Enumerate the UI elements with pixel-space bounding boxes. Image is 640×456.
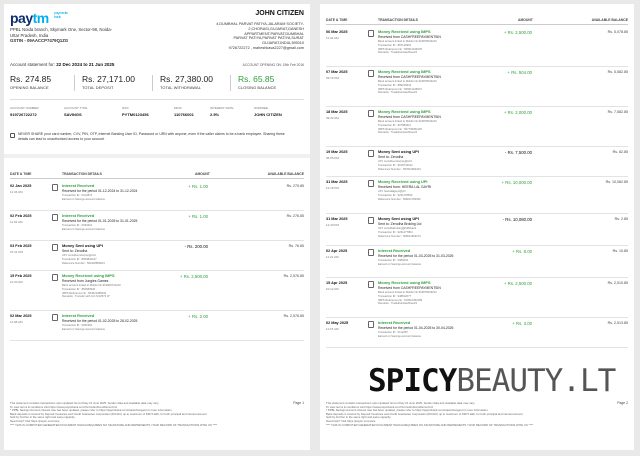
footer-line: Need help? Visit https://paytm.com/care xyxy=(326,418,376,423)
col-balance: AVAILABLE BALANCE xyxy=(267,172,304,176)
logo-tm-text: tm xyxy=(32,10,49,26)
txn-balance: Rs. 275.85 xyxy=(286,184,304,188)
txn-meta: Bank account linked to Mobile No 919876543210 xyxy=(378,40,437,43)
footer-line: Bank deposits is insured by Deposit Insurance and Credit Guarantee Corporation (DICGC) up to maximum of INR 5 lakh, for both principal and interest amount xyxy=(326,411,523,416)
transaction-row xyxy=(326,278,628,318)
account-field-value: SAVINGS xyxy=(64,112,82,117)
txn-meta: Reference Number : 503418859021 xyxy=(62,261,105,265)
account-field-value: 110766001 xyxy=(174,112,194,117)
account-type xyxy=(64,106,87,117)
txn-amount: + Rs. 8.00 xyxy=(512,249,532,254)
txn-meta: IMPS Reference No : 506511046278 xyxy=(378,47,422,51)
txn-description: Received for the period 01-03-2025 to 31-03-2025 xyxy=(378,254,454,258)
summary-opening xyxy=(10,74,80,90)
txn-description: Sent to: Zerodha Broking Ltd xyxy=(378,222,422,226)
txn-amount: + Rs. 2,500.00 xyxy=(503,281,532,286)
txn-time: 09:42 AM xyxy=(326,116,339,120)
summary-amount: Rs. 27,171.00 xyxy=(82,74,135,84)
logo-pay-text: pay xyxy=(10,10,33,26)
customer-contact: 9726722272 , maheshkava2227@gmail.com xyxy=(228,45,304,50)
transaction-row xyxy=(326,318,628,348)
txn-balance: Rs. 82.85 xyxy=(612,150,628,154)
page-footer xyxy=(326,402,628,427)
txn-description: Received from CASHFREEPAYMENTSIN xyxy=(378,115,441,119)
transaction-row xyxy=(10,311,304,341)
summary-label: TOTAL WITHDRAWAL xyxy=(160,85,202,90)
summary-deposit xyxy=(82,74,152,90)
page-footer xyxy=(10,402,304,427)
txn-meta: Earned on Savings account balance xyxy=(62,327,106,331)
txn-time: 12:18 PM xyxy=(326,186,339,190)
col-amount: AMOUNT xyxy=(518,18,533,22)
lock-icon xyxy=(10,133,15,138)
txn-description: Received for the period 01-12-2024 to 31-12-2024 xyxy=(62,189,138,193)
txn-description: Received from Jungles Games xyxy=(62,279,109,283)
txn-title: Money Sent using UPI xyxy=(378,216,419,221)
transaction-row xyxy=(326,107,628,147)
bank-gstin: GSTIN - 09AACCP7479Q1ZG xyxy=(10,38,69,43)
txn-date: 15 Feb 2025 xyxy=(10,274,32,278)
txn-meta: IMPS Reference No : 510510452189 xyxy=(378,298,423,302)
receipt-icon xyxy=(368,249,374,256)
txn-meta: Transaction ID : 9231178650 xyxy=(378,193,413,197)
account-field-value: 919726722272 xyxy=(10,112,37,117)
summary-amount: Rs. 27,380.00 xyxy=(160,74,213,84)
txn-meta: Earned on Savings account balance xyxy=(378,334,422,338)
txn-date: 02 Feb 2025 xyxy=(10,214,32,218)
account-field-value: JOHN CITIZEN xyxy=(254,112,282,117)
txn-meta: Earned on Savings account balance xyxy=(378,262,422,266)
txn-meta: UPI: heeralalgayri@ybl xyxy=(378,190,406,193)
account-opening-date: ACCOUNT OPENING ON: 19th Feb 2016 xyxy=(242,63,304,67)
txn-title: Money Received using IMPS xyxy=(62,273,115,278)
txn-amount: + Rs. 2,500.00 xyxy=(503,30,532,35)
txn-balance: Rs. 76.85 xyxy=(288,244,304,248)
summary-divider xyxy=(230,75,231,91)
txn-meta: Transaction ID : 0061952 xyxy=(62,324,93,327)
footer-line: Bank deposits is insured by Deposit Insurance and Credit Guarantee Corporation (DICGC) up to maximum of INR 5 lakh, for both principal and interest amount xyxy=(10,411,207,416)
txn-description: Received for the period 01-02-2025 to 28-02-2025 xyxy=(62,319,138,323)
summary-label: TOTAL DEPOSIT xyxy=(82,85,114,90)
txn-meta: UPI: zerodha.razorpay@icici xyxy=(378,160,413,163)
period-label: Account statement for: xyxy=(10,62,56,67)
account-field-label: NOMINEE xyxy=(254,106,269,110)
txn-amount: + Rs. 2,000.00 xyxy=(503,110,532,115)
footer-line: held by him/her in the same right and same capacity. xyxy=(326,415,392,420)
summary-withdrawal xyxy=(160,74,230,90)
txn-meta: Transaction ID : 887140961 xyxy=(378,43,412,47)
receipt-icon xyxy=(368,217,374,224)
txn-title: Money Received using IMPS xyxy=(378,69,431,74)
txn-balance: Rs. 7,582.85 xyxy=(607,110,628,114)
customer-address xyxy=(194,22,304,51)
footer-line: **** THIS IS COMPUTER GENERATED DOCUMENT WHICH REQUIRES NO SIGNATURE AND REPRESENTS YOUR RECORD OF TRANSACTIONS WITH US **** xyxy=(10,422,217,427)
txn-meta: Bank account linked to Mobile No 919009741210 xyxy=(62,284,121,287)
txn-amount: - Rs. 7,500.00 xyxy=(505,150,532,155)
txn-time: 11:34 AM xyxy=(10,190,23,194)
txn-date: 07 Mar 2025 xyxy=(326,70,348,74)
transaction-row xyxy=(326,214,628,246)
receipt-icon xyxy=(368,321,374,328)
txn-title: Money Received using IMPS xyxy=(378,280,431,285)
txn-meta: Reference Number : 509011784522 xyxy=(378,197,421,201)
summary-label: CLOSING BALANCE xyxy=(238,85,277,90)
txn-date: 02 Mar 2025 xyxy=(10,314,32,318)
txn-meta: Transaction ID : 854683946 xyxy=(62,287,96,291)
txn-date: 18 Mar 2025 xyxy=(326,110,348,114)
txn-meta: UPI: zerodhabroking@hdfcbank xyxy=(378,227,417,230)
txn-amount: + Rs. 2.00 xyxy=(188,314,208,319)
txn-date: 19 Mar 2025 xyxy=(326,150,348,154)
transactions-header xyxy=(10,171,304,179)
receipt-icon xyxy=(52,274,58,281)
txn-title: Interest Received xyxy=(62,313,95,318)
txn-balance: Rs. 10.85 xyxy=(612,249,628,253)
receipt-icon xyxy=(368,180,374,187)
txn-balance: Rs. 2,578.85 xyxy=(283,314,304,318)
txn-description: Received from: HEERA LAL GAYRI xyxy=(378,185,432,189)
customer-address-line: GUJARAT,INDIA,395010 xyxy=(262,41,304,46)
txn-balance: Rs. 5,582.85 xyxy=(607,70,628,74)
txn-time: 06:05 PM xyxy=(326,156,339,160)
summary-amount: Rs. 274.85 xyxy=(10,74,52,84)
txn-description: Received from CASHFREEPAYMENTSIN xyxy=(378,286,441,290)
txn-time: 11:08 AM xyxy=(10,320,23,324)
receipt-icon xyxy=(368,150,374,157)
account-interest-rate xyxy=(210,106,233,117)
txn-meta: Earned on Savings account balance xyxy=(62,197,106,201)
txn-description: Received from CASHFREEPAYMENTSIN xyxy=(378,75,441,79)
notice-line: details can lead to unauthorized access to your account xyxy=(18,136,105,141)
transaction-row xyxy=(10,271,304,311)
txn-balance: Rs. 2.85 xyxy=(614,217,628,221)
txn-meta: Earned on Savings account balance xyxy=(62,227,106,231)
footer-line: This statement contains transactions upto Updated: End of Day 21 June 2025. Sender data and available data may vary. xyxy=(326,401,476,405)
txn-meta: Transaction ID : 0033410 xyxy=(62,224,93,227)
txn-title: Money Received using IMPS xyxy=(378,109,431,114)
footer-line: Need help? Visit https://paytm.com/care xyxy=(10,418,60,423)
balance-summary xyxy=(10,74,304,100)
txn-time: 11:15 AM xyxy=(326,327,339,331)
receipt-icon xyxy=(52,244,58,251)
account-field-value: PYTM0123456 xyxy=(122,112,149,117)
account-field-label: INTEREST RATE xyxy=(210,106,234,110)
transaction-row xyxy=(326,147,628,177)
txn-title: Interest Received xyxy=(62,183,95,188)
txn-date: 02 Jan 2025 xyxy=(10,184,32,188)
txn-time: 10:12 AM xyxy=(326,287,339,291)
txn-title: Money Received using UPI xyxy=(378,179,428,184)
txn-meta: Transaction ID : 8053842167 xyxy=(62,257,97,261)
txn-title: Money Sent using UPI xyxy=(62,243,103,248)
txn-description: Received from CASHFREEPAYMENTSIN xyxy=(378,35,441,39)
section-divider xyxy=(4,154,310,158)
account-field-label: ACCOUNT NUMBER xyxy=(10,106,39,110)
customer-address-line: PARVAT PATIYA,PARVAT PATIYA,SURAT xyxy=(233,36,304,41)
col-date: DATE & TIME xyxy=(10,172,32,176)
customer-address-line: 4,DUMBHAL PARVAT PATIYA,JALARAM SOCIETY- xyxy=(216,22,304,26)
receipt-icon xyxy=(368,110,374,117)
watermark-bold: SPICY xyxy=(368,363,457,399)
security-notice xyxy=(10,132,304,146)
col-balance: AVAILABLE BALANCE xyxy=(591,18,628,22)
account-field-label: IFSC xyxy=(122,106,129,110)
txn-meta: Transaction ID : 9108742012 xyxy=(378,163,413,167)
period-value: 22 Dec 2024 to 21 Jun 2025 xyxy=(56,62,115,67)
txn-meta: Remarks : Transfer with Id 17212572 07 xyxy=(62,295,110,299)
txn-balance: Rs. 2,510.85 xyxy=(607,281,628,285)
txn-date: 31 Mar 2025 xyxy=(326,180,348,184)
bank-address xyxy=(10,27,120,44)
transaction-row xyxy=(326,246,628,278)
txn-amount: + Rs. 1.00 xyxy=(188,184,208,189)
txn-meta: IMPS Reference No : 506611248372 xyxy=(378,87,422,91)
customer-address-line: 2,CHORASI,GUJARAT,GANESH APPARTMENT,PARVAT,DUMBHAL xyxy=(244,26,304,36)
txn-meta: Reference Number : 507812994301 xyxy=(378,167,421,171)
txn-balance: Rs. 10,082.85 xyxy=(605,180,628,184)
txn-time: 12:40 PM xyxy=(326,223,339,227)
txn-meta: Remarks : Tradeloot4cashfree24 xyxy=(378,302,417,306)
statement-period-row xyxy=(10,62,304,70)
txn-meta: Remarks : Tradeloot4cashfree24 xyxy=(378,91,417,95)
receipt-icon xyxy=(52,314,58,321)
txn-date: 02 Apr 2025 xyxy=(326,249,348,253)
txn-date: 31 Mar 2025 xyxy=(326,217,348,221)
receipt-icon xyxy=(52,184,58,191)
txn-meta: Remarks : Tradeloot4cashfree24 xyxy=(378,51,417,55)
footer-line: **** THIS IS COMPUTER GENERATED DOCUMENT WHICH REQUIRES NO SIGNATURE AND REPRESENTS YOUR RECORD OF TRANSACTIONS WITH US **** xyxy=(326,422,533,427)
transaction-row xyxy=(10,181,304,211)
receipt-icon xyxy=(368,70,374,77)
txn-amount: - Rs. 10,080.00 xyxy=(502,217,532,222)
account-ifsc xyxy=(122,106,149,117)
transaction-row xyxy=(326,177,628,214)
account-field-label: ACCOUNT TYPE xyxy=(64,106,88,110)
txn-title: Money Sent using UPI xyxy=(378,149,419,154)
receipt-icon xyxy=(368,281,374,288)
footer-line: To view terms & conditions visit https://www.paytmbank.com/TermsAndConditions.html xyxy=(10,404,117,409)
txn-time: 11:34 AM xyxy=(326,36,339,40)
logo-subtitle: payments bank xyxy=(54,10,68,19)
txn-meta: Transaction ID : 0012874 xyxy=(62,194,93,197)
footer-line: held by him/her in the same right and same capacity. xyxy=(10,415,76,420)
txn-time: 07:21 PM xyxy=(10,250,23,254)
account-micr xyxy=(174,106,194,117)
watermark-light: BEAUTY.LT xyxy=(456,363,616,399)
footer-line: This statement contains transactions upto Updated: End of Day 21 June 2025. Sender data and available data may vary. xyxy=(10,401,160,405)
txn-time: 03:16 PM xyxy=(326,76,339,80)
customer-name: JOHN CITIZEN xyxy=(255,10,304,17)
summary-divider xyxy=(152,75,153,91)
txn-meta: Bank account linked to Mobile No 919876543210 xyxy=(378,120,437,123)
transaction-row xyxy=(10,241,304,271)
txn-description: Sent to: Zerodha xyxy=(62,249,88,253)
footer-line: To view terms & conditions visit https://www.paytmbank.com/TermsAndConditions.html xyxy=(326,404,433,409)
txn-time: 11:21 AM xyxy=(326,255,339,259)
page-number: Page 2 xyxy=(617,401,628,405)
statement-header xyxy=(10,10,304,60)
transaction-row xyxy=(326,67,628,107)
transactions-header xyxy=(326,17,628,25)
col-date: DATE & TIME xyxy=(326,18,348,22)
summary-label: OPENING BALANCE xyxy=(10,85,49,90)
txn-title: Interest Received xyxy=(378,320,411,325)
bank-address-line: Uttar Pradesh, India xyxy=(10,32,49,38)
txn-amount: + Rs. 2,500.00 xyxy=(179,274,208,279)
account-field-label: MICR xyxy=(174,106,182,110)
txn-balance: Rs. 2,513.85 xyxy=(607,321,628,325)
txn-balance: Rs. 276.85 xyxy=(286,214,304,218)
txn-time: 11:02 AM xyxy=(10,220,23,224)
account-number xyxy=(10,106,39,117)
footer-line: * PPBL Savings Account interest rate has been updated, please refer to https://paytmbank.com/rates/changes for more information. xyxy=(10,408,173,413)
transaction-row xyxy=(326,27,628,67)
receipt-icon xyxy=(52,214,58,221)
txn-date: 15 Apr 2025 xyxy=(326,281,348,285)
txn-meta: Transaction ID : 9231277804 xyxy=(378,230,413,234)
txn-amount: + Rs. 10,000.00 xyxy=(501,180,532,185)
txn-meta: Bank account linked to Mobile No 919876543210 xyxy=(378,291,437,294)
page-number: Page 1 xyxy=(293,401,304,405)
txn-balance: Rs. 5,078.85 xyxy=(607,30,628,34)
txn-title: Interest Received xyxy=(378,248,411,253)
txn-meta: Remarks : Tradeloot4cashfree24 xyxy=(378,131,417,135)
txn-amount: + Rs. 3.00 xyxy=(512,321,532,326)
txn-meta: Transaction ID : 907983211 xyxy=(378,123,411,127)
txn-date: 02 May 2025 xyxy=(326,321,349,325)
txn-meta: Transaction ID : 889215644 xyxy=(378,83,412,87)
transaction-row xyxy=(10,211,304,241)
txn-description: Sent to: Zerodha xyxy=(378,155,404,159)
txn-meta: IMPS Reference No : 507709351145 xyxy=(378,127,422,131)
col-amount: AMOUNT xyxy=(195,172,210,176)
txn-date: 06 Mar 2025 xyxy=(326,30,348,34)
txn-meta: Transaction ID : 0112287 xyxy=(378,331,408,334)
txn-meta: Transaction ID : 948812077 xyxy=(378,294,412,298)
txn-meta: Reference Number : 509011862274 xyxy=(378,234,421,238)
summary-closing xyxy=(238,74,308,90)
txn-amount: + Rs. 504.00 xyxy=(507,70,532,75)
txn-date: 03 Feb 2025 xyxy=(10,244,32,248)
txn-meta: Transaction ID : 0089432 xyxy=(378,259,409,262)
txn-amount: - Rs. 200.00 xyxy=(184,244,208,249)
notice-line: NEVER SHARE your card number, CVV, PIN, OTP, Internet Banking User ID, Password or URN with anyone, even if the caller claims to be a bank employee. Sharing these xyxy=(18,132,285,136)
account-field-value: 2.5% xyxy=(210,112,220,117)
txn-meta: Bank account linked to Mobile No 919876543210 xyxy=(378,80,437,83)
txn-meta: UPI: zerodha.razorpay@icici xyxy=(62,254,97,257)
account-nominee xyxy=(254,106,282,117)
txn-description: Received for the period 01-04-2025 to 30-04-2025 xyxy=(378,326,454,330)
paytm-logo xyxy=(10,10,68,26)
txn-title: Interest Received xyxy=(62,213,95,218)
footer-line: * PPBL Savings Account interest rate has been updated, please refer to https://paytmbank.com/rates/changes for more information. xyxy=(326,408,489,413)
txn-description: Received for the period 01-01-2025 to 31-01-2025 xyxy=(62,219,138,223)
watermark xyxy=(368,363,615,399)
txn-meta: IMPS Reference No : 504621288432 xyxy=(62,291,107,295)
txn-time: 10:44 AM xyxy=(10,280,23,284)
summary-divider xyxy=(74,75,75,91)
statement-period xyxy=(10,62,114,67)
txn-amount: + Rs. 1.00 xyxy=(188,214,208,219)
col-details: TRANSACTION DETAILS xyxy=(62,172,102,176)
summary-amount: Rs. 65.85 xyxy=(238,74,275,84)
col-details: TRANSACTION DETAILS xyxy=(378,18,418,22)
bank-address-line: PPBL Noida branch, Skymark One, Sector-98, Noida- xyxy=(10,27,113,32)
account-details xyxy=(10,106,304,122)
txn-title: Money Received using IMPS xyxy=(378,29,431,34)
statement-page-1 xyxy=(4,4,310,450)
receipt-icon xyxy=(368,30,374,37)
txn-balance: Rs. 2,576.85 xyxy=(283,274,304,278)
